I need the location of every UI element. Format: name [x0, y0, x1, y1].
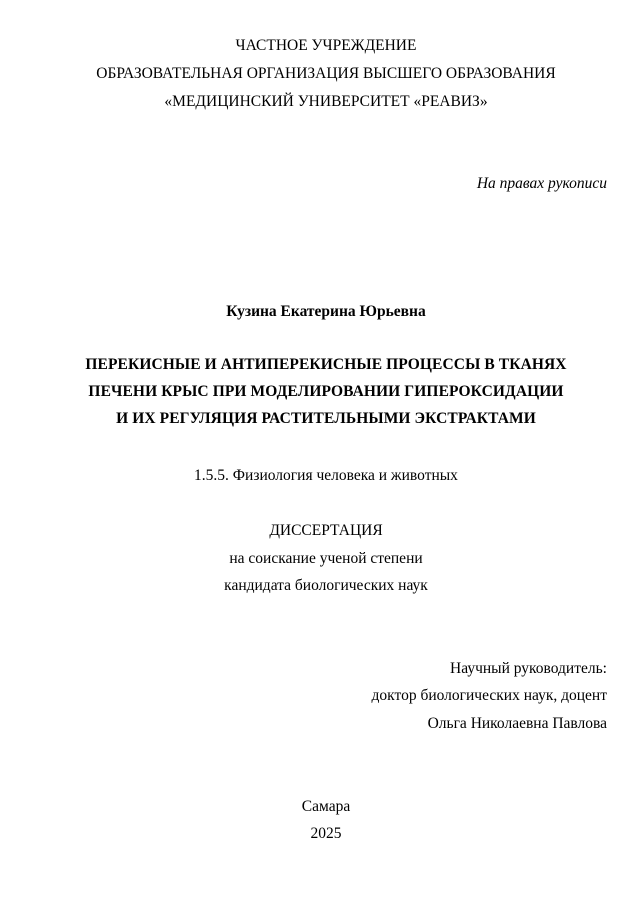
thesis-title-line-2: ПЕЧЕНИ КРЫС ПРИ МОДЕЛИРОВАНИИ ГИПЕРОКСИДАЦИИ	[88, 383, 564, 400]
institution-line-1: ЧАСТНОЕ УЧРЕЖДЕНИЕ	[235, 37, 417, 54]
institution-line-2: ОБРАЗОВАТЕЛЬНАЯ ОРГАНИЗАЦИЯ ВЫСШЕГО ОБРАЗОВАНИЯ	[96, 65, 556, 82]
degree-line-2: кандидата биологических наук	[224, 577, 428, 594]
specialty-code: 1.5.5. Физиология человека и животных	[194, 467, 458, 484]
thesis-title-line-1: ПЕРЕКИСНЫЕ И АНТИПЕРЕКИСНЫЕ ПРОЦЕССЫ В ТКАНЯХ	[85, 356, 567, 373]
degree-line-1: на соискание ученой степени	[229, 550, 423, 567]
author-name: Кузина Екатерина Юрьевна	[226, 303, 426, 320]
institution-line-3: «МЕДИЦИНСКИЙ УНИВЕРСИТЕТ «РЕАВИЗ»	[164, 93, 488, 110]
dissertation-label: ДИССЕРТАЦИЯ	[269, 522, 383, 539]
city: Самара	[301, 798, 351, 815]
supervisor-name: Ольга Николаевна Павлова	[427, 715, 607, 732]
rights-note: На правах рукописи	[476, 175, 607, 192]
supervisor-degree: доктор биологических наук, доцент	[371, 687, 607, 704]
year: 2025	[310, 825, 342, 842]
supervisor-label: Научный руководитель:	[450, 660, 607, 677]
thesis-title-line-3: И ИХ РЕГУЛЯЦИЯ РАСТИТЕЛЬНЫМИ ЭКСТРАКТАМИ	[116, 410, 536, 427]
